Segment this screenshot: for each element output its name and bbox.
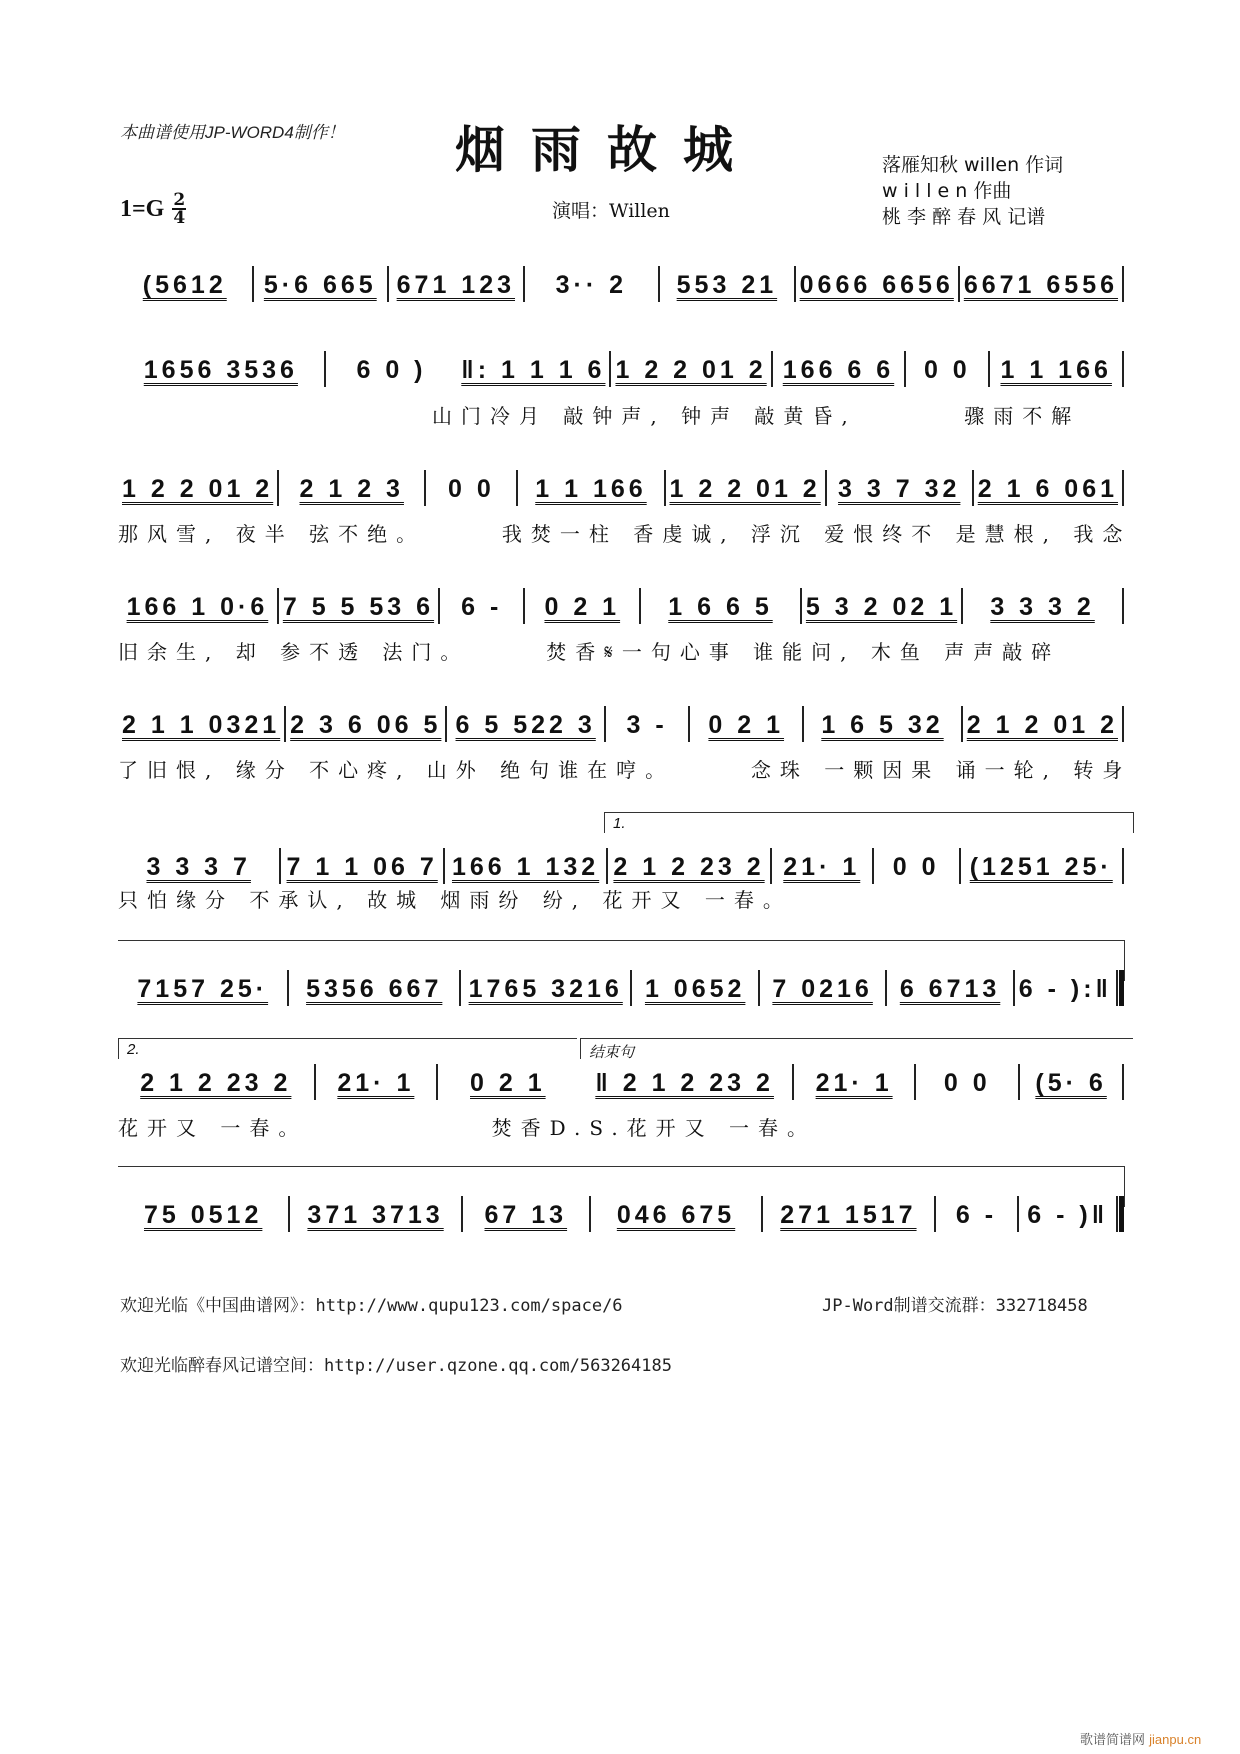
measure xyxy=(461,972,630,1006)
score-line-2 xyxy=(118,351,1124,387)
measure xyxy=(608,850,769,884)
measure xyxy=(290,1198,460,1232)
note-group: 0 0 xyxy=(943,1069,991,1097)
tool-note: 本曲谱使用JP-WORD4制作！ xyxy=(120,123,345,142)
note-group: 3 3 7 32 xyxy=(838,475,961,503)
measure xyxy=(463,1198,589,1232)
note-group: 6 - ):‖ xyxy=(1018,975,1112,1003)
measure xyxy=(666,472,825,506)
note-group: (5612 xyxy=(142,271,227,299)
lyrics-line-8: 花开又 一春。 焚香D.S.花开又 一春。 xyxy=(118,1116,817,1140)
measure xyxy=(518,472,663,506)
note-group: 7 5 5 53 6 xyxy=(282,593,435,621)
measure xyxy=(118,590,277,624)
measure xyxy=(118,353,324,387)
note-group: 166 1 132 xyxy=(451,853,600,881)
note-group: 1 2 2 01 2 xyxy=(122,475,274,503)
measure xyxy=(525,590,639,624)
repeat-end-barline xyxy=(1116,970,1124,1006)
measure xyxy=(936,1198,1018,1232)
note-group: 553 21 xyxy=(676,271,778,299)
score-line-3 xyxy=(118,470,1124,506)
note-group: 7157 25· xyxy=(137,975,269,1003)
note-group: 1656 3536 xyxy=(143,356,298,384)
note-group: 3 3 3 7 xyxy=(146,853,251,881)
note-group: 0 0 xyxy=(447,475,495,503)
barline xyxy=(1122,266,1124,302)
measure xyxy=(577,1066,791,1100)
note-group: (5· 6 xyxy=(1035,1069,1107,1097)
score-line-6 xyxy=(118,848,1124,884)
measure xyxy=(961,850,1122,884)
measure xyxy=(289,972,458,1006)
note-group: 2 1 2 23 2 xyxy=(613,853,765,881)
note-group: 1765 3216 xyxy=(468,975,623,1003)
note-group: 6 - xyxy=(955,1201,998,1229)
note-group: 6 0 ) xyxy=(356,356,427,384)
transcriber-credit: 桃 李 醉 春 风 记谱 xyxy=(882,206,1046,228)
measure xyxy=(457,353,609,387)
time-sig-bottom: 4 xyxy=(173,208,186,228)
measure xyxy=(611,353,770,387)
barline xyxy=(1122,1064,1124,1100)
measure xyxy=(906,353,988,387)
note-group: 7 1 1 06 7 xyxy=(286,853,438,881)
measure xyxy=(963,708,1122,742)
note-group: 3 - xyxy=(626,711,668,739)
key-signature xyxy=(120,192,186,226)
barline xyxy=(1122,470,1124,506)
measure xyxy=(118,1066,314,1100)
note-group: 21· 1 xyxy=(337,1069,415,1097)
barline xyxy=(1122,588,1124,624)
measure xyxy=(773,353,905,387)
lyrics-line-2: 山门冷月 敲钟声, 钟声 敲黄昏, 骤雨不解 xyxy=(432,404,1081,428)
watermark-domain: jianpu.cn xyxy=(1149,1732,1202,1747)
measure xyxy=(802,590,961,624)
note-group: 1 6 5 32 xyxy=(821,711,944,739)
note-group: 5356 667 xyxy=(306,975,443,1003)
score-line-5 xyxy=(118,706,1124,742)
note-group: 6671 6556 xyxy=(963,271,1119,299)
time-signature xyxy=(172,192,186,226)
note-group: 2 1 2 23 2 xyxy=(140,1069,292,1097)
measure xyxy=(827,472,972,506)
note-group: 5·6 665 xyxy=(263,271,377,299)
space-link[interactable]: 欢迎光临醉春风记谱空间：http://user.qzone.qq.com/563264185 xyxy=(120,1356,672,1376)
ending-label: 结束句 xyxy=(580,1038,1133,1059)
barline xyxy=(1122,351,1124,387)
measure xyxy=(874,850,959,884)
note-group: 75 0512 xyxy=(144,1201,263,1229)
measure xyxy=(963,590,1122,624)
note-group: 166 6 6 xyxy=(782,356,895,384)
note-group: 0 0 xyxy=(923,356,971,384)
note-group: 6 - xyxy=(461,593,503,621)
measure xyxy=(286,708,445,742)
note-group: 1 2 2 01 2 xyxy=(615,356,767,384)
lyricist-credit: 落雁知秋 willen 作词 xyxy=(882,154,1064,176)
measure xyxy=(1020,1066,1122,1100)
note-group: 2 1 6 061 xyxy=(977,475,1119,503)
measure xyxy=(690,708,802,742)
lyrics-line-3: 那风雪, 夜半 弦不绝。 我焚一柱 香虔诚, 浮沉 爱恨终不 是慧根, 我念 xyxy=(118,522,1132,546)
note-group: 2 3 6 06 5 xyxy=(290,711,442,739)
note-group: 671 123 xyxy=(396,271,516,299)
time-sig-top: 2 xyxy=(173,190,186,210)
measure xyxy=(118,972,287,1006)
note-group: 1 1 166 xyxy=(1000,356,1112,384)
note-group: 0 2 1 xyxy=(708,711,785,739)
score-line-4 xyxy=(118,588,1124,624)
measure xyxy=(438,1066,577,1100)
note-group: 21· 1 xyxy=(815,1069,893,1097)
score-line-8 xyxy=(118,1064,1124,1100)
measure xyxy=(118,708,284,742)
measure xyxy=(254,268,388,302)
measure xyxy=(990,353,1122,387)
watermark xyxy=(1080,1729,1201,1748)
measure xyxy=(389,268,523,302)
measure xyxy=(326,353,458,387)
composer-credit: w i l l e n 作曲 xyxy=(882,180,1012,202)
note-group: 0 2 1 xyxy=(470,1069,546,1097)
measure xyxy=(796,268,958,302)
measure xyxy=(763,1198,933,1232)
measure xyxy=(447,708,604,742)
note-group: 0 0 xyxy=(892,853,940,881)
measure xyxy=(445,850,606,884)
barline xyxy=(1122,848,1124,884)
measure xyxy=(641,590,800,624)
measure xyxy=(118,1198,288,1232)
note-group: 1 2 2 01 2 xyxy=(669,475,821,503)
note-group: 2 1 2 3 xyxy=(299,475,404,503)
note-group: 271 1517 xyxy=(780,1201,917,1229)
note-group: 166 1 0·6 xyxy=(126,593,269,621)
group-info: JP-Word制谱交流群：332718458 xyxy=(822,1296,1088,1316)
measure xyxy=(760,972,885,1006)
measure xyxy=(281,850,442,884)
note-group: 0666 6656 xyxy=(799,271,954,299)
score-line-1 xyxy=(118,266,1124,302)
credits xyxy=(882,152,1063,230)
volta-2: 2. xyxy=(118,1038,577,1059)
measure xyxy=(794,1066,915,1100)
note-group: 1 6 6 5 xyxy=(668,593,773,621)
note-group: 046 675 xyxy=(616,1201,736,1229)
measure xyxy=(1015,972,1116,1006)
measure xyxy=(660,268,794,302)
measure xyxy=(960,268,1122,302)
lyrics-line-5: 了旧恨, 缘分 不心疼, 山外 绝句谁在哼。 念珠 一颗因果 诵一轮, 转身 xyxy=(118,758,1132,782)
note-group: 5 3 2 02 1 xyxy=(805,593,958,621)
measure xyxy=(804,708,961,742)
song-title: 烟雨故城 xyxy=(455,120,759,179)
measure xyxy=(316,1066,437,1100)
note-group: 6 - )‖ xyxy=(1027,1201,1109,1229)
note-group: 1 1 166 xyxy=(535,475,647,503)
measure xyxy=(118,850,279,884)
measure xyxy=(632,972,757,1006)
note-group: 2 1 2 01 2 xyxy=(966,711,1118,739)
measure xyxy=(426,472,516,506)
note-group: 67 13 xyxy=(484,1201,568,1229)
measure xyxy=(772,850,872,884)
note-group: 7 0216 xyxy=(772,975,873,1003)
note-group: 3·· 2 xyxy=(555,271,628,299)
barline xyxy=(1122,706,1124,742)
watermark-text: 歌谱简谱网 xyxy=(1080,1733,1146,1748)
measure xyxy=(1019,1198,1116,1232)
measure xyxy=(916,1066,1018,1100)
volta-1: 1. xyxy=(604,812,1134,833)
measure xyxy=(118,472,277,506)
key-label: 1=G xyxy=(120,195,165,222)
lyrics-line-6: 只怕缘分 不承认, 故城 烟雨纷 纷, 花开又 一春。 xyxy=(118,888,792,912)
measure xyxy=(279,590,438,624)
note-group: (1251 25· xyxy=(969,853,1113,881)
score-line-9 xyxy=(118,1196,1124,1232)
final-barline xyxy=(1116,1196,1124,1232)
note-group: 3 3 3 2 xyxy=(990,593,1095,621)
measure xyxy=(279,472,424,506)
note-group: 1 0652 xyxy=(644,975,746,1003)
measure xyxy=(525,268,659,302)
note-group: 21· 1 xyxy=(783,853,861,881)
measure xyxy=(591,1198,761,1232)
note-group: 2 1 1 0321 xyxy=(122,711,281,739)
measure xyxy=(606,708,688,742)
note-group: ‖ 2 1 2 23 2 xyxy=(595,1069,774,1097)
note-group: 6 5 522 3 xyxy=(455,711,596,739)
note-group: ‖: 1 1 1 6 xyxy=(461,356,606,384)
measure xyxy=(440,590,523,624)
measure xyxy=(887,972,1012,1006)
measure xyxy=(974,472,1122,506)
measure xyxy=(118,268,252,302)
note-group: 0 2 1 xyxy=(544,593,621,621)
lyrics-line-4: 旧余生, 却 参不透 法门。 焚香𝄋一句心事 谁能问, 木鱼 声声敲碎 xyxy=(118,640,1061,664)
score-line-7 xyxy=(118,970,1124,1006)
note-group: 371 3713 xyxy=(307,1201,444,1229)
site-link[interactable]: 欢迎光临《中国曲谱网》：http://www.qupu123.com/space/6 xyxy=(120,1296,623,1316)
note-group: 6 6713 xyxy=(899,975,1001,1003)
singer: 演唱：Willen xyxy=(552,200,670,222)
